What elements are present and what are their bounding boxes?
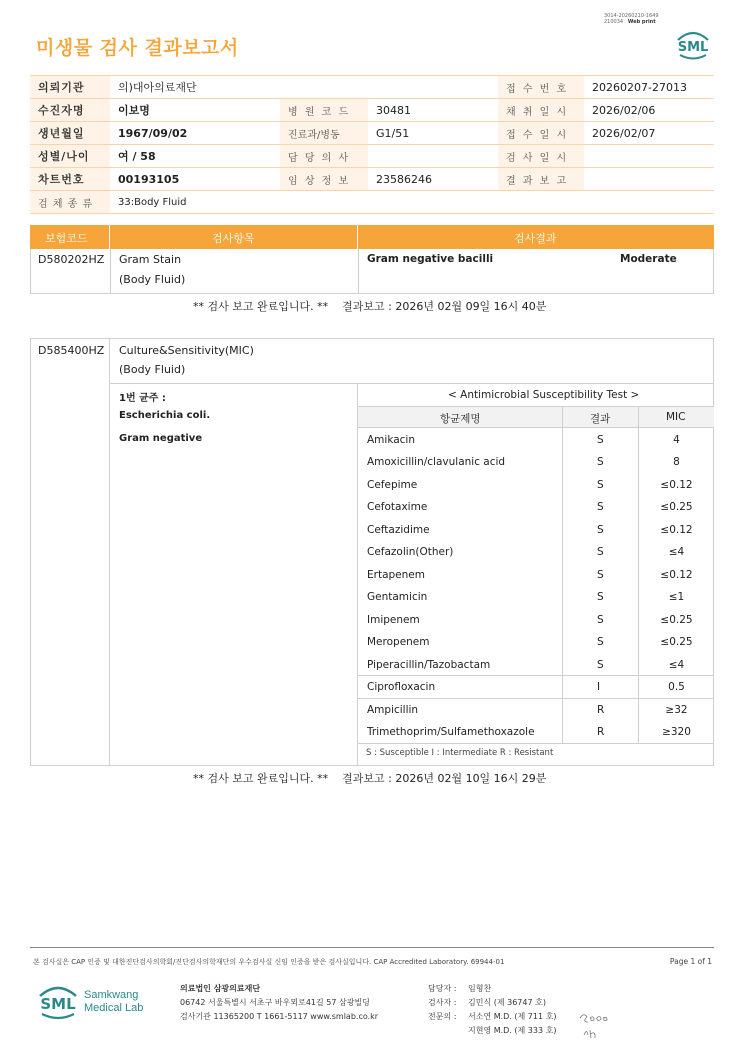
patient-info-table bbox=[30, 75, 714, 214]
label-patient-name: 수진자명 bbox=[30, 99, 110, 122]
ast-col-result: 결과 bbox=[590, 413, 611, 425]
drug-name: Ciprofloxacin bbox=[367, 681, 436, 694]
drug-mic: ≤1 bbox=[668, 591, 685, 604]
label-report: 결 과 보 고 bbox=[498, 168, 584, 191]
staff-name: 김민식 (제 36747 호) bbox=[468, 998, 546, 1007]
gram-stain-complete-note: ** 검사 보고 완료입니다. ** 결과보고 : 2026년 02월 09일 16시 40분 bbox=[193, 300, 547, 313]
label-dob: 생년월일 bbox=[30, 122, 110, 145]
gram-stain-amount: Moderate bbox=[620, 253, 677, 265]
drug-name: Imipenem bbox=[367, 613, 420, 626]
value-chart-no: 00193105 bbox=[110, 168, 280, 191]
drug-result: S bbox=[597, 636, 604, 649]
staff-role: 검사자 : bbox=[428, 998, 457, 1007]
staff-role: 담당자 : bbox=[428, 984, 457, 993]
drug-mic: ≤0.25 bbox=[660, 501, 693, 514]
drug-result: R bbox=[597, 726, 605, 739]
footer-organization: 의료법인 삼광의료재단 06742 서울특별시 서초구 바우뫼로41길 57 삼광빌딩 검사기관 11365200 T 1661-5117 www.smlab.co.kr bbox=[180, 984, 379, 1021]
ast-drug-row bbox=[358, 451, 714, 474]
svg-text:SML: SML bbox=[677, 40, 709, 55]
drug-name: Ceftazidime bbox=[367, 523, 430, 536]
gram-stain-name: Gram Stain bbox=[119, 253, 182, 266]
culture-code: D585400HZ bbox=[38, 344, 105, 357]
label-receipt-date: 접 수 일 시 bbox=[498, 122, 584, 145]
header-insurance-code: 보험코드 bbox=[45, 232, 88, 245]
ast-drug-row bbox=[358, 609, 714, 632]
footer-accreditation-note: 본 검사실은 CAP 인증 및 대한진단검사의학회/진단검사의학재단의 우수검사실 신임 인증을 받은 검사실입니다. CAP Accredited Laboratory. 69944-01 bbox=[33, 958, 505, 966]
label-collect-date: 채 취 일 시 bbox=[498, 99, 584, 122]
label-chart-no: 차트번호 bbox=[30, 168, 110, 191]
value-specimen: 33:Body Fluid bbox=[110, 191, 714, 214]
drug-name: Piperacillin/Tazobactam bbox=[367, 658, 491, 671]
ast-title: < Antimicrobial Susceptibility Test > bbox=[448, 389, 640, 401]
drug-name: Amoxicillin/clavulanic acid bbox=[367, 456, 506, 469]
drug-result: S bbox=[597, 434, 604, 446]
gram-stain-result: Gram negative bacilli bbox=[367, 253, 494, 265]
ast-drug-row bbox=[358, 474, 714, 497]
header-test-item: 검사항목 bbox=[212, 232, 255, 245]
samkwang-logo: SML Samkwang Medical Lab bbox=[36, 978, 166, 1028]
ast-drug-row bbox=[358, 721, 714, 744]
value-dob: 1967/09/02 bbox=[110, 122, 280, 145]
value-dept: G1/51 bbox=[368, 122, 498, 145]
ast-legend: S : Susceptible I : Intermediate R : Resistant bbox=[366, 748, 554, 758]
ast-drug-row bbox=[358, 519, 714, 542]
label-clinical-info: 임 상 정 보 bbox=[280, 168, 368, 191]
drug-result: S bbox=[597, 658, 604, 671]
culture-name: Culture&Sensitivity(MIC) bbox=[119, 344, 254, 357]
ast-drug-row bbox=[358, 496, 714, 519]
gram-stain-code: D580202HZ bbox=[38, 253, 105, 266]
drug-mic: 4 bbox=[673, 434, 680, 446]
gram-stain-report-time: 결과보고 : 2026년 02월 09일 16시 40분 bbox=[342, 300, 547, 313]
label-test-date: 검 사 일 시 bbox=[498, 145, 584, 168]
culture-specimen: (Body Fluid) bbox=[119, 363, 186, 376]
gram-stain-specimen: (Body Fluid) bbox=[119, 273, 186, 286]
staff-line bbox=[428, 1010, 556, 1024]
value-doctor bbox=[368, 145, 498, 168]
staff-name: 지현영 M.D. (제 333 호) bbox=[468, 1026, 557, 1035]
value-collect-date: 2026/02/06 bbox=[584, 99, 714, 122]
ast-drug-row bbox=[358, 564, 714, 587]
drug-mic: 8 bbox=[673, 456, 680, 469]
value-report bbox=[584, 168, 714, 191]
drug-result: S bbox=[597, 456, 604, 469]
ast-drug-row bbox=[358, 676, 714, 699]
drug-mic: ≤0.12 bbox=[660, 478, 693, 491]
drug-mic: ≤0.25 bbox=[660, 636, 693, 649]
page-number: Page 1 of 1 bbox=[669, 957, 712, 966]
ast-col-mic: MIC bbox=[666, 411, 686, 423]
drug-name: Trimethoprim/Sulfamethoxazole bbox=[367, 726, 535, 739]
report-title: 미생물 검사 결과보고서 bbox=[36, 37, 239, 59]
culture-complete-note: ** 검사 보고 완료입니다. ** 결과보고 : 2026년 02월 10일 16시 29분 bbox=[193, 772, 547, 785]
footer-staff bbox=[428, 982, 556, 1038]
drug-mic: ≤0.12 bbox=[660, 523, 693, 536]
drug-name: Amikacin bbox=[367, 434, 416, 446]
drug-mic: 0.5 bbox=[668, 681, 685, 694]
culture-report-time: 결과보고 : 2026년 02월 10일 16시 29분 bbox=[342, 772, 547, 785]
svg-text:SML: SML bbox=[40, 995, 76, 1013]
header-test-result: 검사결과 bbox=[514, 232, 557, 245]
label-hospital-code: 병 원 코 드 bbox=[280, 99, 368, 122]
drug-name: Cefazolin(Other) bbox=[367, 546, 454, 559]
staff-name: 임형찬 bbox=[468, 984, 492, 993]
drug-name: Meropenem bbox=[367, 636, 430, 649]
staff-line bbox=[428, 1024, 556, 1038]
ast-col-drug: 항균제명 bbox=[440, 413, 481, 425]
label-doctor: 담 당 의 사 bbox=[280, 145, 368, 168]
value-clinical-info: 23586246 bbox=[368, 168, 498, 191]
drug-mic: ≥32 bbox=[665, 703, 688, 716]
label-sex-age: 성별/나이 bbox=[30, 145, 110, 168]
drug-result: S bbox=[597, 501, 604, 514]
drug-result: S bbox=[597, 568, 604, 581]
drug-mic: ≤4 bbox=[668, 546, 685, 559]
value-sex-age: 여 / 58 bbox=[110, 145, 280, 168]
drug-result: I bbox=[597, 681, 601, 694]
ast-table-header bbox=[358, 406, 714, 428]
document-code: 3014-20260210-1649 210034 Web print bbox=[604, 13, 659, 25]
ast-drug-row bbox=[358, 541, 714, 564]
drug-mic: ≤0.12 bbox=[660, 568, 693, 581]
drug-name: Cefotaxime bbox=[367, 501, 428, 514]
drug-result: R bbox=[597, 703, 605, 716]
label-dept: 진료과/병동 bbox=[280, 122, 368, 145]
value-test-date bbox=[584, 145, 714, 168]
strain-label: 1번 균주 : bbox=[119, 393, 166, 404]
value-hospital-code: 30481 bbox=[368, 99, 498, 122]
value-receipt-no: 20260207-27013 bbox=[584, 76, 714, 99]
label-specimen: 검 체 종 류 bbox=[30, 191, 110, 214]
drug-result: S bbox=[597, 523, 604, 536]
drug-mic: ≤4 bbox=[668, 658, 685, 671]
staff-role: 전문의 : bbox=[428, 1012, 457, 1021]
ast-drug-row bbox=[358, 654, 714, 677]
drug-mic: ≤0.25 bbox=[660, 613, 693, 626]
drug-name: Gentamicin bbox=[367, 591, 428, 604]
value-receipt-date: 2026/02/07 bbox=[584, 122, 714, 145]
staff-line bbox=[428, 996, 556, 1010]
label-receipt-no: 접 수 번 호 bbox=[498, 76, 584, 99]
drug-result: S bbox=[597, 546, 604, 559]
result-table-header bbox=[30, 225, 714, 249]
ast-drug-row bbox=[358, 631, 714, 654]
drug-name: Ampicillin bbox=[367, 703, 419, 716]
drug-result: S bbox=[597, 591, 604, 604]
value-patient-name: 이보명 bbox=[110, 99, 280, 122]
sml-logo-large-icon bbox=[36, 980, 80, 1024]
sml-logo-icon bbox=[672, 26, 714, 62]
ast-drug-row bbox=[358, 429, 714, 452]
drug-result: S bbox=[597, 478, 604, 491]
drug-name: Cefepime bbox=[367, 478, 418, 491]
drug-mic: ≥320 bbox=[662, 726, 691, 739]
organism-gram: Gram negative bbox=[119, 433, 203, 444]
staff-name: 서소연 M.D. (제 711 호) bbox=[468, 1012, 557, 1021]
footer-divider bbox=[30, 947, 714, 948]
label-institution: 의뢰기관 bbox=[30, 76, 110, 99]
ast-drug-row bbox=[358, 699, 714, 722]
signature-image bbox=[578, 1008, 612, 1042]
staff-line bbox=[428, 982, 556, 996]
drug-result: S bbox=[597, 613, 604, 626]
organism-name: Escherichia coli. bbox=[119, 410, 211, 421]
value-institution: 의)대아의료재단 bbox=[110, 76, 498, 99]
drug-name: Ertapenem bbox=[367, 568, 425, 581]
ast-drug-row bbox=[358, 586, 714, 609]
